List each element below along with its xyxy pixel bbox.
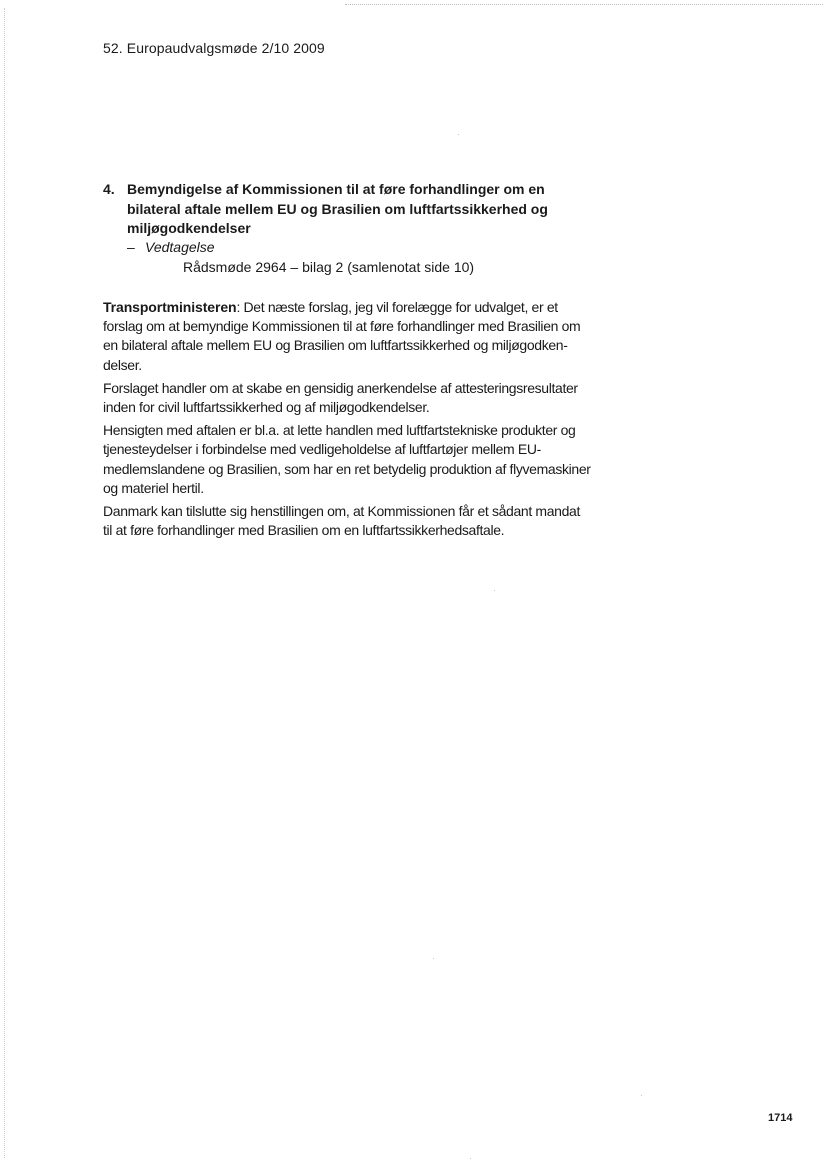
agenda-title: Bemyndigelse af Kommissionen til at føre forhandlinger om en bilateral aftale mellem EU og Brasilien om luftfartssikkerhed og miljøgodkendelser <box>127 181 548 236</box>
scan-speck <box>641 1095 642 1096</box>
agenda-reference: Rådsmøde 2964 – bilag 2 (samlenotat side 10) <box>183 259 475 275</box>
status-label: Vedtagelse <box>145 239 215 255</box>
scan-speck <box>433 958 434 959</box>
meeting-header: 52. Europaudvalgsmøde 2/10 2009 <box>103 40 325 56</box>
scan-edge-left <box>4 8 5 1158</box>
speaker-name: Transportministeren <box>103 299 237 315</box>
status-dash: – <box>127 239 135 255</box>
agenda-status <box>127 238 215 257</box>
paragraph-3: Hensigten med aftalen er bl.a. at lette handlen med luftfartstekniske produkter og tjenesteydelser i forbindelse med vedligeholdelse af luftfartøjer mellem EU-medlemslandene og Brasilien, som har en ret betydelig produktion af flyvemaskiner og materiel hertil. <box>103 422 591 496</box>
scan-speck <box>458 134 459 135</box>
page-number: 1714 <box>768 1112 793 1124</box>
minutes-body <box>103 298 591 544</box>
paragraph-2: Forslaget handler om at skabe en gensidig anerkendelse af attesteringsresultater inden for civil luftfartssikkerhed og af miljøgodkendelser. <box>103 379 578 416</box>
scan-speck <box>470 1158 471 1159</box>
agenda-number: 4. <box>103 181 115 197</box>
paragraph-1-text: : Det næste forslag, jeg vil forelægge for udvalget, er et forslag om at bemyndige Kommissionen til at føre forhandlinger med Brasilien om en bilateral aftale mellem EU og Brasilien om luftfartssikkerhed og miljøgodkendelser. <box>103 299 581 373</box>
scan-speck <box>494 590 495 591</box>
paragraph-1 <box>103 298 591 375</box>
paragraph-4: Danmark kan tilslutte sig henstillingen om, at Kommissionen får et sådant mandat til at føre forhandlinger med Brasilien om en luftfartssikkerhedsaftale. <box>103 503 581 539</box>
scan-edge-top <box>345 4 823 5</box>
